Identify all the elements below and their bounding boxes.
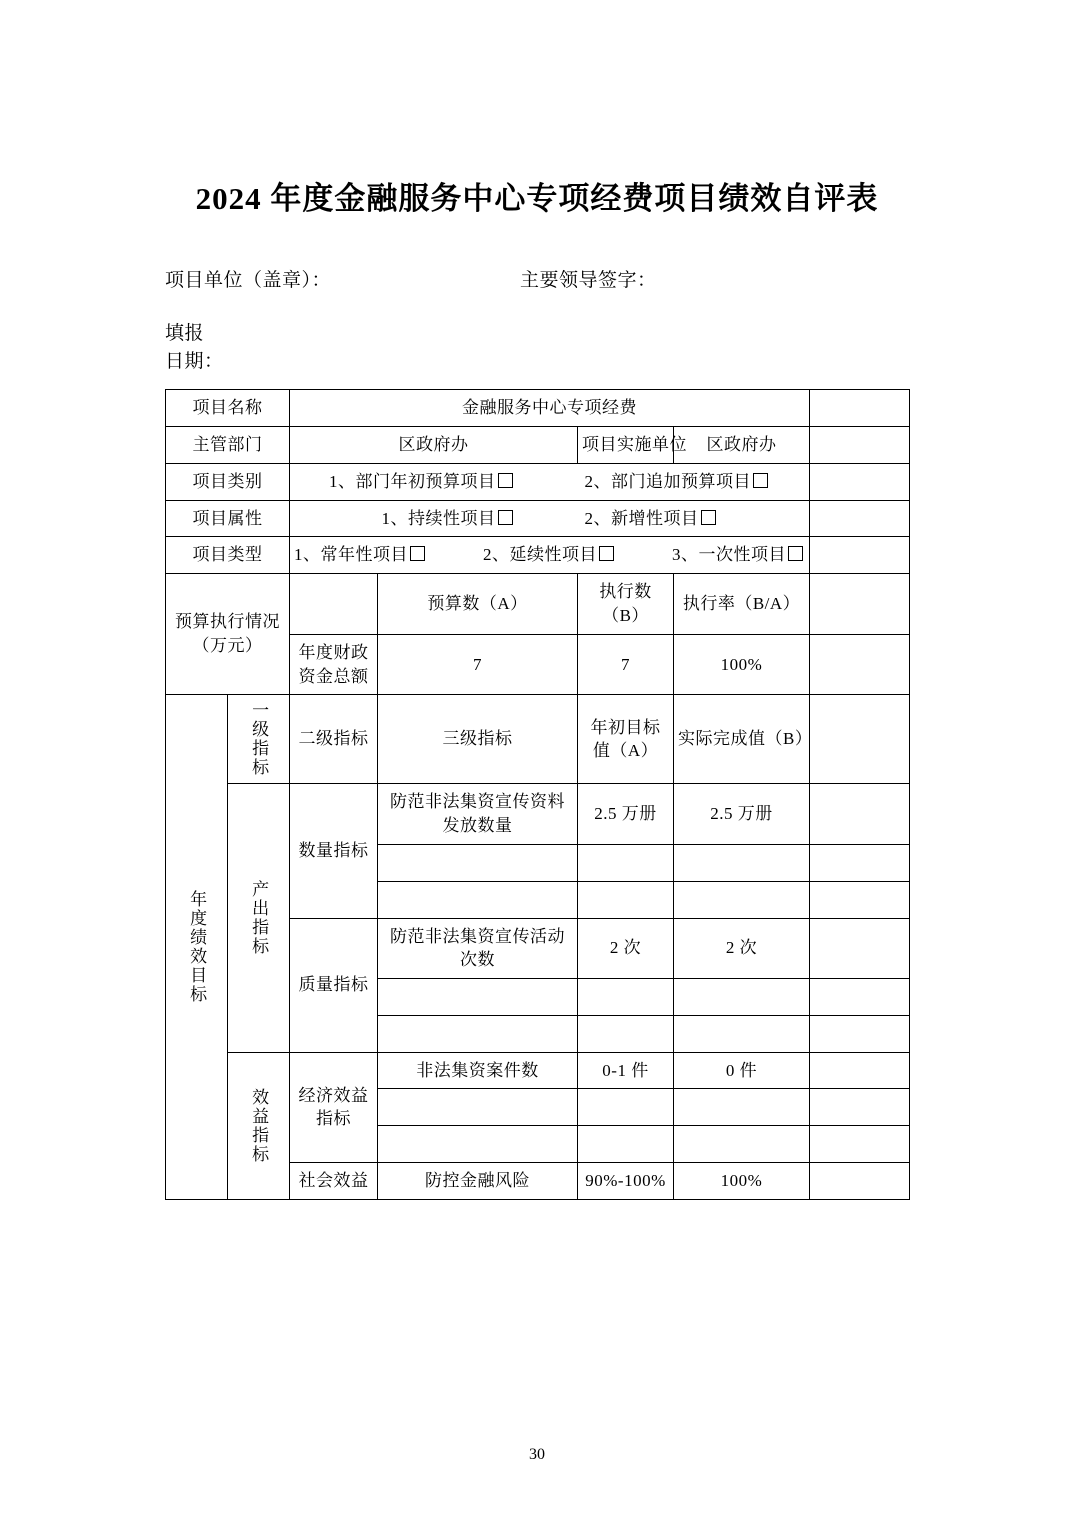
- impl-unit-label: 项目实施单位: [578, 426, 674, 463]
- type-option-2: 2、延续性项目: [483, 545, 597, 565]
- indicator-name: [378, 1089, 578, 1126]
- empty-cell: [810, 1015, 910, 1052]
- table-row: [166, 426, 910, 463]
- indicator-target: [578, 1126, 674, 1163]
- indicator-actual: [674, 979, 810, 1016]
- category-option-2: 2、部门追加预算项目: [584, 471, 751, 491]
- attribute-options: [290, 500, 810, 537]
- leader-signature-label: 主要领导签字：: [520, 270, 657, 292]
- checkbox-icon[interactable]: [498, 510, 513, 525]
- category-options: [290, 463, 810, 500]
- empty-cell: [810, 1052, 910, 1089]
- col-header-executed: 执行数（B）: [578, 574, 674, 635]
- impl-unit-value: 区政府办: [674, 426, 810, 463]
- indicator-name: 防范非法集资宣传活动次数: [378, 918, 578, 979]
- empty-cell: [810, 634, 910, 695]
- indicator-name: [378, 1015, 578, 1052]
- table-row: [166, 574, 910, 635]
- indicator-target: [578, 881, 674, 918]
- indicator-target: [578, 844, 674, 881]
- row-total-label: 年度财政资金总额: [290, 634, 378, 695]
- type-options: [290, 537, 810, 574]
- attribute-option-1: 1、持续性项目: [381, 508, 496, 528]
- indicator-target: [578, 1015, 674, 1052]
- table-row: [166, 500, 910, 537]
- social-benefit-label: 社会效益: [290, 1163, 378, 1200]
- checkbox-icon[interactable]: [410, 546, 425, 561]
- indicator-actual: 0 件: [674, 1052, 810, 1089]
- attribute-label: 项目属性: [166, 500, 290, 537]
- level1-label-text: 一级指标: [249, 701, 269, 778]
- quantity-indicator-label: 数量指标: [290, 784, 378, 918]
- table-row: [166, 390, 910, 427]
- indicator-actual: [674, 1089, 810, 1126]
- indicator-name: [378, 1126, 578, 1163]
- table-row: [166, 1052, 910, 1089]
- table-row: [166, 784, 910, 845]
- empty-cell: [810, 426, 910, 463]
- indicator-name: 防控金融风险: [378, 1163, 578, 1200]
- row-total-rate: 100%: [674, 634, 810, 695]
- empty-cell: [810, 979, 910, 1016]
- empty-cell: [810, 463, 910, 500]
- indicator-target: [578, 1089, 674, 1126]
- checkbox-icon[interactable]: [753, 473, 768, 488]
- indicator-name: 防范非法集资宣传资料发放数量: [378, 784, 578, 845]
- indicator-target: 0-1 件: [578, 1052, 674, 1089]
- row-total-executed: 7: [578, 634, 674, 695]
- empty-cell: [810, 537, 910, 574]
- checkbox-icon[interactable]: [701, 510, 716, 525]
- table-row: [166, 463, 910, 500]
- empty-cell: [290, 574, 378, 635]
- indicator-name: [378, 979, 578, 1016]
- output-indicator-label: [228, 784, 290, 1052]
- indicator-actual: 2 次: [674, 918, 810, 979]
- empty-cell: [810, 574, 910, 635]
- empty-cell: [810, 390, 910, 427]
- col-header-budget: 预算数（A）: [378, 574, 578, 635]
- checkbox-icon[interactable]: [599, 546, 614, 561]
- benefit-indicator-label-text: 效益指标: [249, 1087, 269, 1164]
- indicator-actual: 100%: [674, 1163, 810, 1200]
- quality-indicator-label: 质量指标: [290, 918, 378, 1052]
- budget-exec-label-line2: （万元）: [192, 636, 263, 656]
- budget-exec-label-line1: 预算执行情况: [175, 612, 280, 632]
- checkbox-icon[interactable]: [498, 473, 513, 488]
- table-row: [166, 537, 910, 574]
- empty-cell: [810, 500, 910, 537]
- attribute-option-2: 2、新增性项目: [584, 508, 699, 528]
- type-label: 项目类型: [166, 537, 290, 574]
- indicator-actual: [674, 881, 810, 918]
- category-option-1: 1、部门年初预算项目: [329, 471, 496, 491]
- empty-cell: [810, 918, 910, 979]
- empty-cell: [810, 881, 910, 918]
- table-row: [166, 695, 910, 784]
- annual-goal-label: [166, 695, 228, 1200]
- performance-self-assessment-table: [165, 389, 910, 1200]
- indicator-actual: [674, 844, 810, 881]
- category-label: 项目类别: [166, 463, 290, 500]
- empty-cell: [810, 695, 910, 784]
- filing-date-block: [165, 320, 909, 375]
- project-name-value: 金融服务中心专项经费: [290, 390, 810, 427]
- empty-cell: [810, 1089, 910, 1126]
- row-total-budget: 7: [378, 634, 578, 695]
- type-option-1: 1、常年性项目: [294, 545, 408, 565]
- indicator-name: 非法集资案件数: [378, 1052, 578, 1089]
- empty-cell: [810, 844, 910, 881]
- budget-exec-label: [166, 574, 290, 695]
- checkbox-icon[interactable]: [788, 546, 803, 561]
- empty-cell: [810, 784, 910, 845]
- project-name-label: 项目名称: [166, 390, 290, 427]
- dept-value: 区政府办: [290, 426, 578, 463]
- filing-label-line2: 日期：: [165, 350, 224, 372]
- benefit-indicator-label: [228, 1052, 290, 1199]
- indicator-name: [378, 844, 578, 881]
- empty-cell: [810, 1126, 910, 1163]
- target-value-label: 年初目标值（A）: [578, 695, 674, 784]
- annual-goal-label-text: 年度绩效目标: [187, 890, 207, 1005]
- indicator-target: [578, 979, 674, 1016]
- type-option-3: 3、一次性项目: [672, 545, 786, 565]
- page-title: 2024 年度金融服务中心专项经费项目绩效自评表: [195, 181, 879, 216]
- indicator-target: 2 次: [578, 918, 674, 979]
- indicator-actual: 2.5 万册: [674, 784, 810, 845]
- filing-label-line1: 填报: [165, 323, 205, 345]
- page-number: 30: [529, 1446, 545, 1463]
- indicator-name: [378, 881, 578, 918]
- level1-label: [228, 695, 290, 784]
- econ-benefit-label: 经济效益指标: [290, 1052, 378, 1162]
- output-indicator-label-text: 产出指标: [249, 880, 269, 956]
- indicator-target: 90%-100%: [578, 1163, 674, 1200]
- dept-label: 主管部门: [166, 426, 290, 463]
- header-meta: [165, 265, 909, 292]
- indicator-actual: [674, 1015, 810, 1052]
- indicator-target: 2.5 万册: [578, 784, 674, 845]
- col-header-rate: 执行率（B/A）: [674, 574, 810, 635]
- level3-label: 三级指标: [378, 695, 578, 784]
- indicator-actual: [674, 1126, 810, 1163]
- level2-label: 二级指标: [290, 695, 378, 784]
- empty-cell: [810, 1163, 910, 1200]
- project-unit-label: 项目单位（盖章）：: [165, 270, 332, 292]
- actual-value-label: 实际完成值（B）: [674, 695, 810, 784]
